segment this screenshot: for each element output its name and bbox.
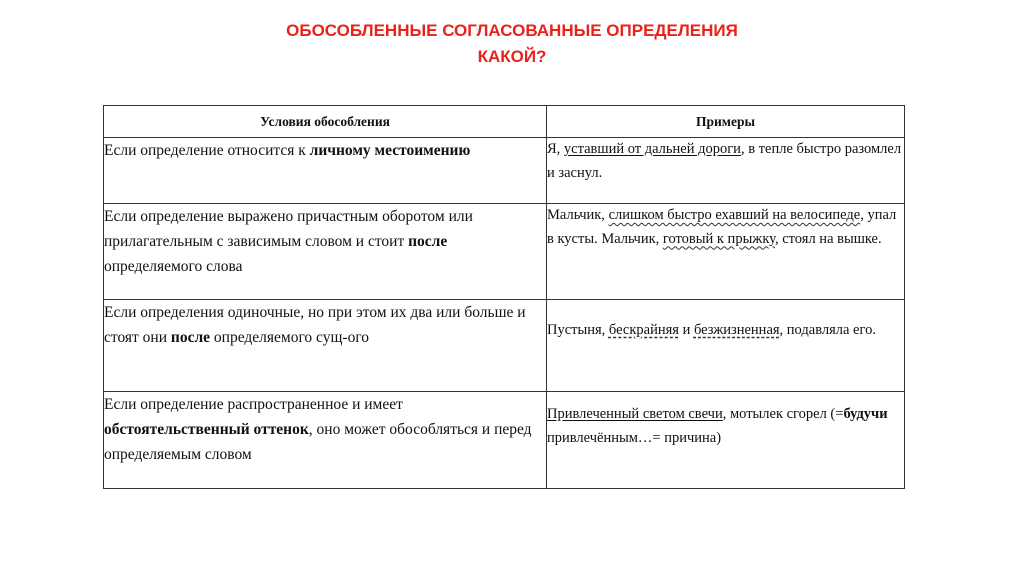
title-line-2: КАКОЙ? — [477, 47, 547, 66]
example-text: Я, — [547, 141, 564, 157]
example-cell — [547, 300, 905, 392]
example-text: , подавляла его. — [779, 322, 876, 338]
rules-table — [103, 105, 905, 489]
condition-text: Если определения одиночные, но при этом их два или больше и стоят они — [104, 304, 526, 346]
example-underlined: уставший от дальней дороги — [563, 141, 741, 157]
example-emphasis: будучи — [843, 406, 888, 422]
condition-text: определяемого слова — [104, 258, 243, 275]
example-text: привлечённым…= причина) — [547, 429, 722, 446]
condition-emphasis: после — [170, 329, 211, 346]
example-text: , стоял на вышке. — [774, 230, 882, 247]
condition-text: , оно может обособляться и перед определяемым словом — [104, 421, 532, 463]
table-row — [104, 204, 905, 300]
table-row — [104, 392, 905, 489]
example-text: Пустыня, — [547, 322, 609, 338]
condition-emphasis: после — [408, 233, 448, 250]
table-row — [104, 138, 905, 204]
page-title — [0, 18, 1024, 70]
example-text: , упал в кусты. Мальчик, — [547, 207, 897, 247]
condition-emphasis: обстоятельственный оттенок — [104, 421, 309, 438]
example-underlined: безжизненная — [693, 322, 780, 338]
example-underlined: бескрайняя — [608, 322, 679, 338]
example-cell — [547, 138, 905, 204]
condition-text: Если определение относится к — [104, 142, 310, 159]
condition-cell — [104, 204, 547, 300]
example-text: и — [678, 322, 694, 338]
condition-cell — [104, 300, 547, 392]
condition-text: Если определение распространенное и имеет — [104, 396, 403, 413]
header-conditions: Условия обособления — [104, 106, 547, 138]
example-text: , в тепле быстро разомлел и заснул. — [547, 141, 902, 181]
table-header-row — [104, 106, 905, 138]
example-cell — [547, 392, 905, 489]
condition-text: Если определение выражено причастным оборотом или прилагательным с зависимым словом и стоит — [104, 208, 473, 250]
condition-emphasis: личному местоимению — [309, 142, 471, 159]
example-underlined: слишком быстро ехавший на велосипеде — [608, 207, 861, 223]
example-cell — [547, 204, 905, 300]
title-line-1: ОБОСОБЛЕННЫЕ СОГЛАСОВАННЫЕ ОПРЕДЕЛЕНИЯ — [286, 21, 738, 40]
example-text: , мотылек сгорел (= — [722, 406, 844, 422]
condition-cell — [104, 392, 547, 489]
header-examples: Примеры — [547, 106, 905, 138]
condition-cell — [104, 138, 547, 204]
condition-text: определяемого сущ-ого — [210, 329, 370, 346]
example-text: Мальчик, — [547, 207, 609, 223]
example-underlined: Привлеченный светом свечи — [547, 406, 723, 422]
example-underlined: готовый к прыжку — [662, 230, 775, 247]
table-row — [104, 300, 905, 392]
